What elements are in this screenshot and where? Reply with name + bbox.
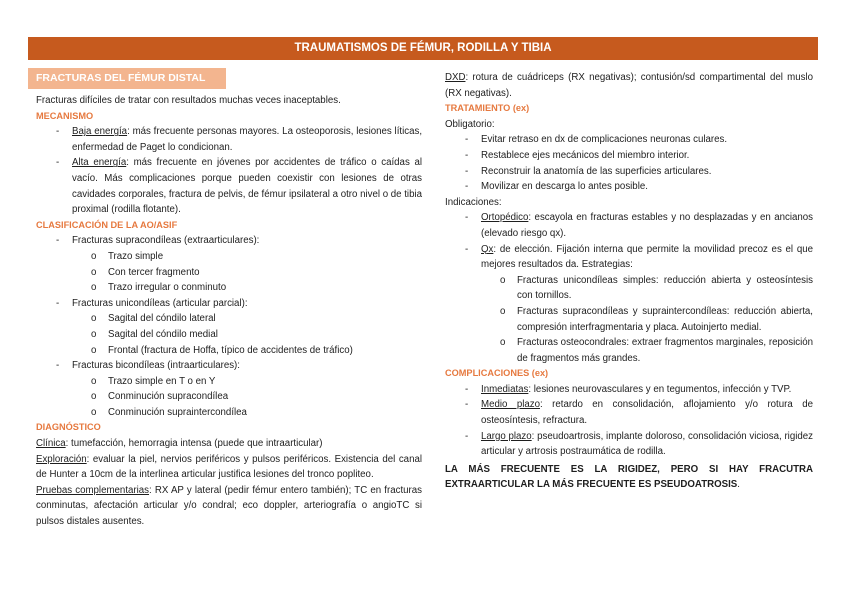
list-item: o Conminución supracondílea [36, 389, 422, 405]
list-item [36, 124, 422, 155]
dxd-paragraph [445, 70, 813, 101]
desc: : rotura de cuádriceps (RX negativas); contusión/sd compartimental del muslo (RX negativas). [445, 72, 813, 99]
mecanismo-heading: MECANISMO [36, 110, 94, 121]
desc: : escayola en fracturas estables y no desplazadas y en ancianos (elevado riesgo qx). [481, 212, 813, 239]
desc: : RX AP y lateral (pedir fémur entero también); TC en fracturas conminutas, afectación articular y/o condral; eco doppler, arteriografía o angioTC si pulsos distales ausentes. [36, 484, 422, 528]
desc: : retardo en consolidación, aflojamiento y/o rotura de osteosíntesis, refractura. [481, 399, 813, 427]
page-title: TRAUMATISMOS DE FÉMUR, RODILLA Y TIBIA [28, 37, 818, 60]
list-item: o Trazo simple [36, 249, 422, 265]
desc: : de elección. Fijación interna que permite la movilidad precoz es el que mejores resultados da. Estrategias: [481, 243, 813, 271]
conclusion-text: LA MÁS FRECUENTE ES LA RIGIDEZ, PERO SI HAY FRACUTRA EXTRAARTICULAR LA MÁS FRECUENTE ES PSEUDOATROSIS [445, 463, 813, 491]
group-label: Fracturas supracondíleas (extraarticulares): [72, 235, 260, 247]
list-item: o Fracturas unicondíleas simples: reducción abierta y osteosíntesis con tornillos. [445, 273, 813, 304]
sublist [36, 311, 422, 358]
right-column [445, 70, 813, 493]
list-item [445, 242, 813, 273]
list-item: o Trazo irregular o conminuto [36, 280, 422, 296]
clasificacion-heading: CLASIFICACIÓN DE LA AO/ASIF [36, 219, 178, 230]
conclusion-paragraph [445, 462, 813, 493]
clasificacion-list [36, 296, 422, 312]
estrategias-list [445, 273, 813, 367]
term: Pruebas complementarias [36, 484, 150, 496]
list-item [445, 210, 813, 241]
desc: : lesiones neurovasculares y en tegumentos, infección y TVP. [528, 383, 792, 395]
term: Inmediatas [481, 383, 529, 395]
list-item [36, 155, 422, 217]
list-item: - Movilizar en descarga lo antes posible. [445, 179, 813, 195]
group-label: Fracturas bicondíleas (intraarticulares): [72, 360, 240, 372]
complicaciones-heading: COMPLICACIONES (ex) [445, 368, 549, 379]
list-item: o Sagital del cóndilo lateral [36, 311, 422, 327]
term: DXD [445, 72, 466, 83]
exploracion-paragraph [36, 452, 422, 483]
group-label: Fracturas unicondíleas (articular parcial): [72, 297, 248, 309]
tratamiento-heading: TRATAMIENTO (ex) [445, 103, 530, 114]
list-item [36, 358, 422, 374]
list-item [36, 233, 422, 249]
clinica-paragraph [36, 436, 422, 452]
section-title-box: FRACTURAS DEL FÉMUR DISTAL [28, 68, 226, 89]
indicaciones-label: Indicaciones: [445, 196, 502, 208]
term: Largo plazo [481, 430, 532, 442]
clasificacion-list [36, 233, 422, 249]
intro-text: Fracturas difíciles de tratar con resultados muchas veces inaceptables. [36, 95, 341, 106]
list-item: - Evitar retraso en dx de complicaciones neuronas culares. [445, 132, 813, 148]
obligatorio-label: Obligatorio: [445, 118, 495, 130]
list-item [445, 397, 813, 428]
list-item: o Fracturas osteocondrales: extraer fragmentos marginales, reposición de fragmentos más grandes. [445, 335, 813, 366]
mecanismo-list [36, 124, 422, 218]
term: Ortopédico [481, 212, 529, 224]
term: Alta energía [72, 157, 127, 169]
sublist [36, 249, 422, 296]
diagnostico-heading: DIAGNÓSTICO [36, 422, 101, 433]
term: Clínica [36, 438, 66, 450]
pruebas-paragraph [36, 483, 422, 530]
term: Qx [481, 243, 494, 255]
list-item: - Restablece ejes mecánicos del miembro interior. [445, 148, 813, 164]
list-item: o Sagital del cóndilo medial [36, 327, 422, 343]
desc: : tumefacción, hemorragia intensa (puede que intraarticular) [65, 438, 323, 450]
indicaciones-list [445, 210, 813, 272]
obligatorio-list [445, 132, 813, 194]
list-item [445, 382, 813, 398]
sublist [36, 374, 422, 421]
desc: : más frecuente personas mayores. La osteoporosis, lesiones líticas, enfermedad de Paget lo condicionan. [72, 126, 423, 153]
desc: : más frecuente en jóvenes por accidentes de tráfico o caídas al vacío. Más complicaciones porque pueden coexistir con lesiones de otras cavidades corporales, fractura de pelvis, de fémur ipsilateral a otro nivel o de tibia proximal (rodilla flotante). [72, 157, 423, 216]
term: Medio plazo [481, 399, 540, 411]
left-column [36, 68, 422, 530]
complicaciones-list [445, 382, 813, 460]
clasificacion-list [36, 358, 422, 374]
list-item: o Fracturas supracondíleas y supraintercondíleas: reducción abierta, compresión interfragmentaria y placa. Autoinjerto medial. [445, 304, 813, 335]
list-item: o Trazo simple en T o en Y [36, 374, 422, 390]
term: Exploración [36, 453, 87, 465]
list-item: o Frontal (fractura de Hoffa, típico de accidentes de tráfico) [36, 343, 422, 359]
list-item [445, 429, 813, 460]
desc: : evaluar la piel, nervios periféricos y pulsos periféricos. Existencia del canal de Hunter a 10cm de la interlinea articular justifica lesiones del tronco popliteo. [36, 453, 422, 481]
list-item: o Con tercer fragmento [36, 265, 422, 281]
list-item: o Conminución supraintercondílea [36, 405, 422, 421]
desc: : pseudoartrosis, implante doloroso, consolidación viciosa, rigidez articular y artrosis postraumática de rodilla. [481, 430, 813, 458]
list-item [36, 296, 422, 312]
term: Baja energía [72, 126, 128, 138]
conclusion-end: . [737, 479, 740, 491]
list-item: - Reconstruir la anatomía de las superficies articulares. [445, 164, 813, 180]
